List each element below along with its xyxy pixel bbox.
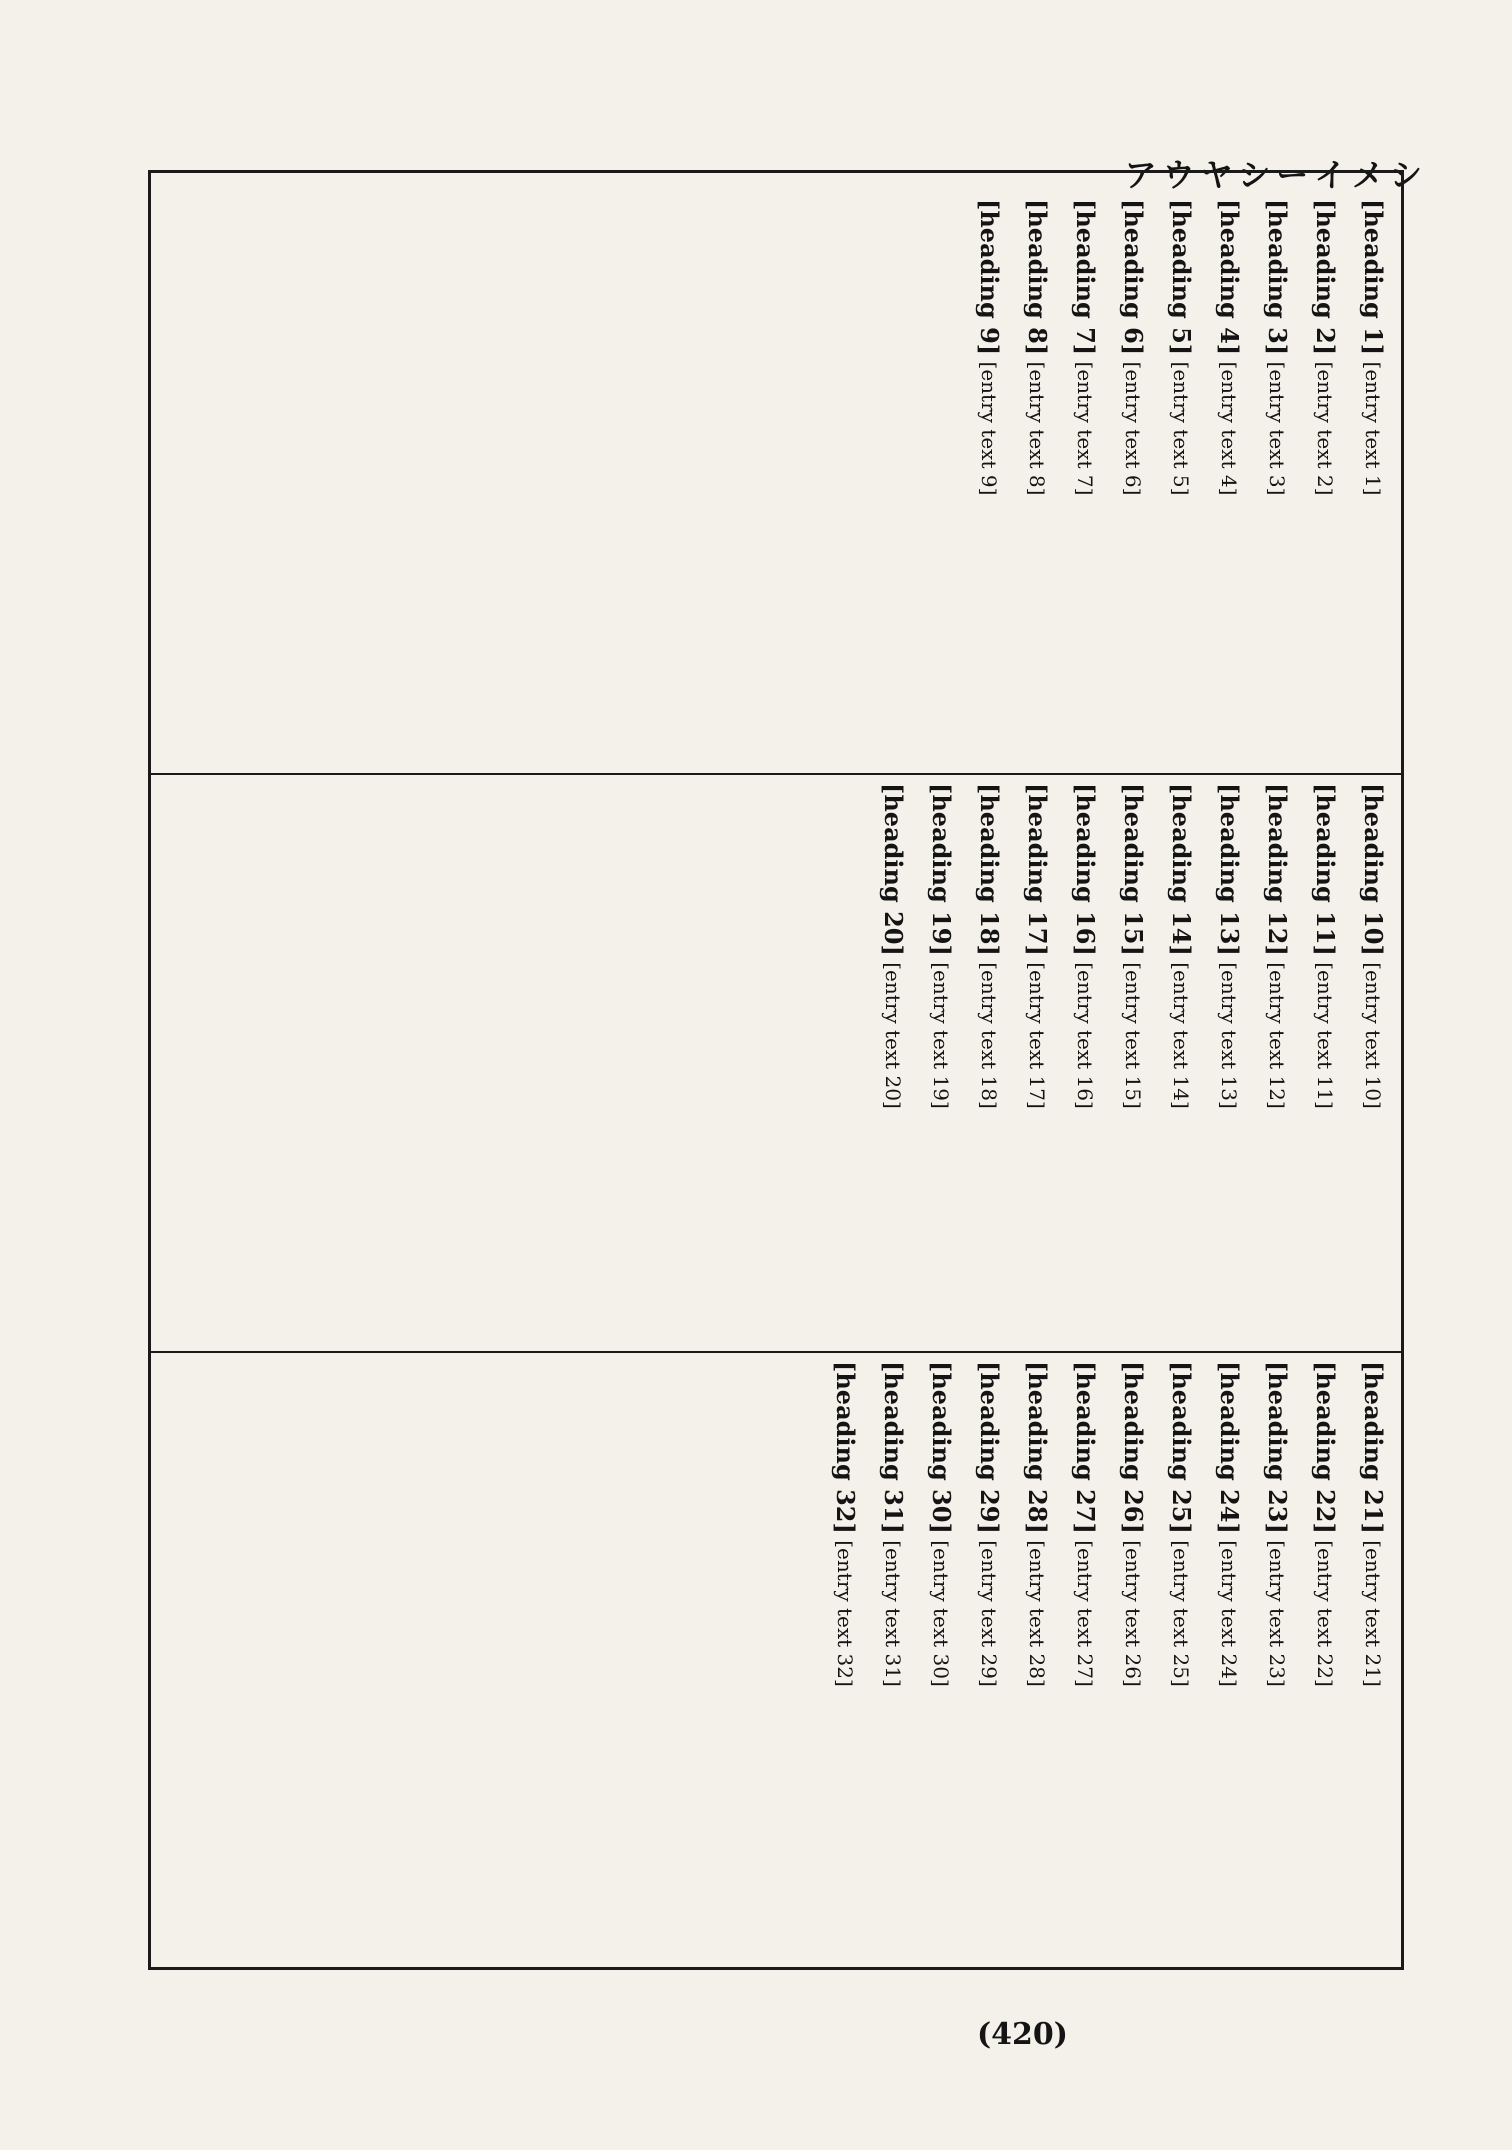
entry-text: [entry text 28] [1025,1540,1049,1687]
dictionary-entry [873,783,913,1335]
dictionary-entry [1161,1361,1201,1943]
entry-text: [entry text 6] [1121,361,1145,496]
dictionary-entry [1257,1361,1297,1943]
entry-text: [entry text 30] [929,1540,953,1687]
entry-text: [entry text 24] [1217,1540,1241,1687]
dictionary-entry [1353,783,1393,1335]
entry-text: [entry text 16] [1073,962,1097,1109]
dictionary-entry [1113,783,1153,1335]
entry-text: [entry text 22] [1313,1540,1337,1687]
entry-headword: [heading 18] [975,783,1004,956]
dictionary-entry [825,1361,865,1943]
entry-headword: [heading 14] [1167,783,1196,956]
dictionary-entry [1065,199,1105,758]
dictionary-entry [1017,1361,1057,1943]
entry-headword: [heading 32] [831,1361,860,1534]
dictionary-entry [1113,1361,1153,1943]
entry-text: [entry text 21] [1361,1540,1385,1687]
entry-headword: [heading 8] [1023,199,1052,356]
page-number: (420) [976,2017,1068,2052]
entry-headword: [heading 1] [1359,199,1388,356]
entry-headword: [heading 7] [1071,199,1100,356]
dictionary-entry [1209,1361,1249,1943]
dictionary-page [148,150,1428,2070]
entry-text: [entry text 25] [1169,1540,1193,1687]
entry-headword: [heading 4] [1215,199,1244,356]
entry-text: [entry text 12] [1265,962,1289,1109]
entry-headword: [heading 6] [1119,199,1148,356]
entry-headword: [heading 21] [1359,1361,1388,1534]
entry-text: [entry text 14] [1169,962,1193,1109]
entry-headword: [heading 15] [1119,783,1148,956]
lower-tier [151,1351,1401,1951]
entry-headword: [heading 25] [1167,1361,1196,1534]
running-head: アウヤシーイメシ [1124,156,1428,194]
entry-headword: [heading 26] [1119,1361,1148,1534]
entry-headword: [heading 16] [1071,783,1100,956]
dictionary-entry [1161,199,1201,758]
dictionary-entry [1065,1361,1105,1943]
entry-text: [entry text 29] [977,1540,1001,1687]
entry-text: [entry text 2] [1313,361,1337,496]
entry-headword: [heading 23] [1263,1361,1292,1534]
entry-text: [entry text 4] [1217,361,1241,496]
middle-tier [151,773,1401,1343]
dictionary-entry [1305,783,1345,1335]
dictionary-entry [1209,199,1249,758]
entry-headword: [heading 28] [1023,1361,1052,1534]
entry-text: [entry text 17] [1025,962,1049,1109]
entry-text: [entry text 18] [977,962,1001,1109]
upper-tier [151,191,1401,766]
entry-text: [entry text 5] [1169,361,1193,496]
entry-headword: [heading 19] [927,783,956,956]
entry-text: [entry text 13] [1217,962,1241,1109]
dictionary-entry [1065,783,1105,1335]
entry-headword: [heading 20] [879,783,908,956]
entry-text: [entry text 27] [1073,1540,1097,1687]
entry-headword: [heading 3] [1263,199,1292,356]
entry-headword: [heading 29] [975,1361,1004,1534]
entry-text: [entry text 32] [833,1540,857,1687]
dictionary-entry [1305,199,1345,758]
entry-headword: [heading 12] [1263,783,1292,956]
entry-headword: [heading 24] [1215,1361,1244,1534]
entry-headword: [heading 22] [1311,1361,1340,1534]
entry-text: [entry text 19] [929,962,953,1109]
dictionary-entry [1017,783,1057,1335]
entry-text: [entry text 23] [1265,1540,1289,1687]
entry-text: [entry text 31] [881,1540,905,1687]
entry-text: [entry text 20] [881,962,905,1109]
entry-headword: [heading 31] [879,1361,908,1534]
dictionary-entry [921,783,961,1335]
entry-headword: [heading 11] [1311,783,1340,956]
entry-text: [entry text 9] [977,361,1001,496]
dictionary-entry [1257,199,1297,758]
entry-headword: [heading 13] [1215,783,1244,956]
entry-text: [entry text 11] [1313,962,1337,1109]
dictionary-entry [921,1361,961,1943]
dictionary-entry [969,199,1009,758]
entry-headword: [heading 30] [927,1361,956,1534]
entry-text: [entry text 15] [1121,962,1145,1109]
entry-headword: [heading 10] [1359,783,1388,956]
entry-headword: [heading 5] [1167,199,1196,356]
dictionary-entry [1017,199,1057,758]
entry-text: [entry text 1] [1361,361,1385,496]
dictionary-entry [873,1361,913,1943]
entry-text: [entry text 7] [1073,361,1097,496]
entry-text: [entry text 8] [1025,361,1049,496]
dictionary-entry [1353,1361,1393,1943]
entry-headword: [heading 2] [1311,199,1340,356]
text-frame [148,170,1404,1970]
entry-headword: [heading 17] [1023,783,1052,956]
dictionary-entry [1113,199,1153,758]
entry-text: [entry text 10] [1361,962,1385,1109]
dictionary-entry [1305,1361,1345,1943]
entry-text: [entry text 26] [1121,1540,1145,1687]
entry-text: [entry text 3] [1265,361,1289,496]
dictionary-entry [969,1361,1009,1943]
entry-headword: [heading 27] [1071,1361,1100,1534]
dictionary-entry [1257,783,1297,1335]
dictionary-entry [1353,199,1393,758]
dictionary-entry [969,783,1009,1335]
entry-headword: [heading 9] [975,199,1004,356]
dictionary-entry [1161,783,1201,1335]
dictionary-entry [1209,783,1249,1335]
